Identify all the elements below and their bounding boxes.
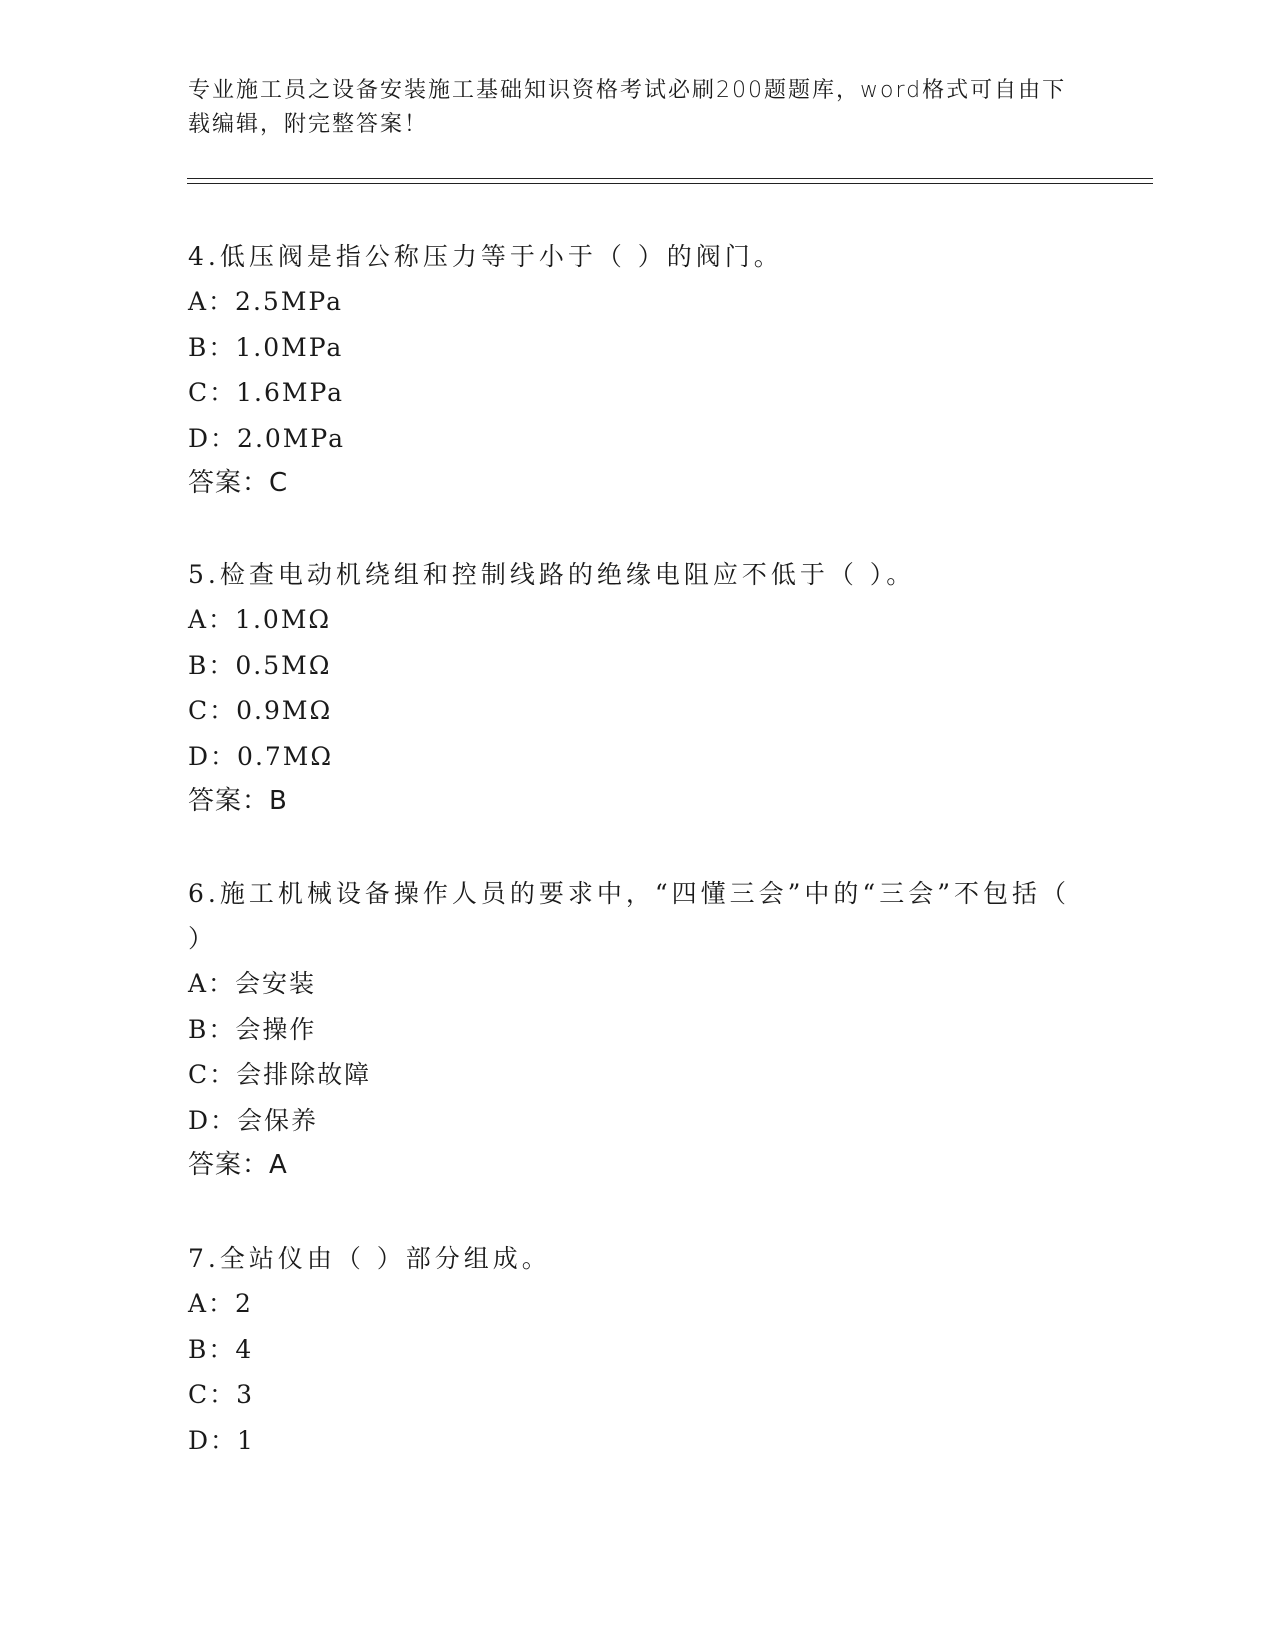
question-block — [188, 1236, 1088, 1463]
question-stem: 5.检查电动机绕组和控制线路的绝缘电阻应不低于（ ）。 — [188, 560, 916, 589]
option-b: B：4 — [188, 1334, 254, 1364]
option-d: D：1 — [188, 1425, 255, 1455]
question-block — [188, 871, 1088, 1188]
answer: 答案：C — [188, 468, 289, 498]
option-a: A：1.0MΩ — [188, 605, 332, 634]
question-stem: 4.低压阀是指公称压力等于小于（ ）的阀门。 — [188, 242, 783, 271]
option-c: C：会排除故障 — [188, 1060, 372, 1089]
question-stem: 7.全站仪由（ ）部分组成。 — [188, 1244, 551, 1273]
question-block — [188, 552, 1088, 824]
option-c: C：0.9MΩ — [188, 696, 333, 725]
answer: 答案：A — [188, 1150, 288, 1180]
option-b: B：1.0MPa — [188, 332, 344, 362]
answer: 答案：B — [188, 786, 288, 816]
question-block — [188, 234, 1088, 506]
option-a: A：2 — [188, 1289, 253, 1318]
header-rule-top — [187, 178, 1153, 179]
option-a: A：会安装 — [188, 969, 317, 998]
option-a: A：2.5MPa — [188, 287, 344, 316]
document-header: 专业施工员之设备安装施工基础知识资格考试必刷200题题库，word格式可自由下载编辑，附完整答案！ — [188, 78, 1067, 137]
option-d: D：2.0MPa — [188, 423, 346, 453]
option-b: B：会操作 — [188, 1014, 317, 1044]
option-c: C：1.6MPa — [188, 378, 345, 407]
question-stem: 6.施工机械设备操作人员的要求中，“四懂三会”中的“三会”不包括（ ） — [188, 879, 1070, 953]
option-c: C：3 — [188, 1380, 255, 1409]
option-b: B：0.5MΩ — [188, 650, 332, 680]
option-d: D：会保养 — [188, 1105, 319, 1135]
option-d: D：0.7MΩ — [188, 741, 334, 771]
header-rule-bottom — [187, 183, 1153, 184]
